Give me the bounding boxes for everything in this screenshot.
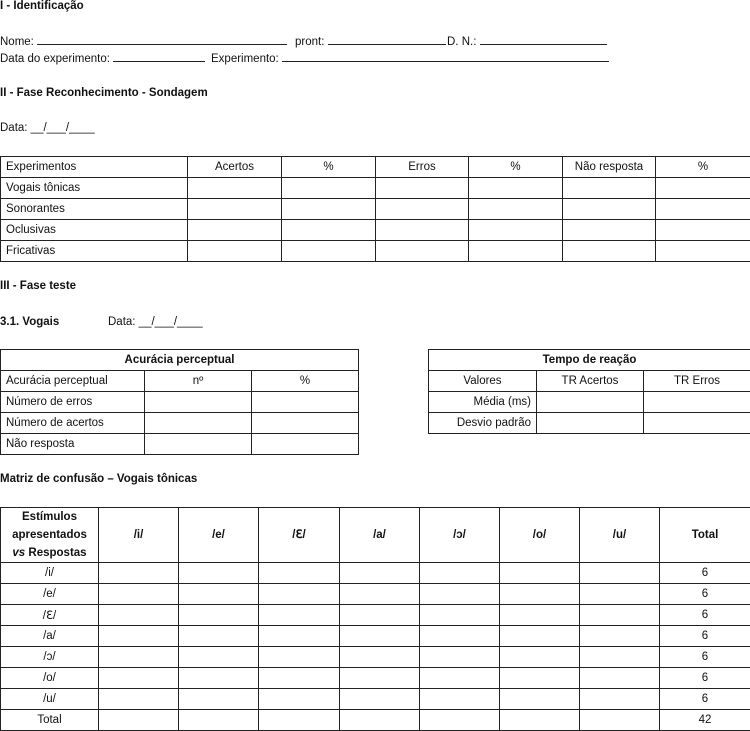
vogais-date: Data: __/___/____ <box>108 316 203 328</box>
table-row <box>1 584 750 605</box>
cell[interactable] <box>469 220 563 241</box>
confusion-matrix-table <box>0 507 750 731</box>
table-row <box>1 647 750 668</box>
cell[interactable] <box>420 689 500 710</box>
table-row <box>1 241 750 262</box>
cell[interactable] <box>179 689 259 710</box>
cell[interactable] <box>340 605 420 626</box>
experimento-label: Experimento: <box>211 53 279 65</box>
row-label: /e/ <box>1 584 99 605</box>
cell[interactable] <box>656 199 750 220</box>
cell[interactable] <box>420 647 500 668</box>
pront-label: pront: <box>295 36 325 48</box>
row-total: 6 <box>660 668 750 689</box>
cell[interactable] <box>644 413 750 434</box>
cell[interactable] <box>420 563 500 584</box>
cell[interactable] <box>145 434 252 455</box>
cell[interactable] <box>500 563 580 584</box>
table-row <box>1 392 359 413</box>
section-fase-teste-title: III - Fase teste <box>0 280 77 292</box>
cell[interactable] <box>580 710 660 731</box>
header-erros: Erros <box>376 157 469 178</box>
cell[interactable] <box>563 241 656 262</box>
row-label: Não resposta <box>1 434 145 455</box>
row-label: Média (ms) <box>429 392 537 413</box>
table-row <box>1 434 359 455</box>
sondagem-date: Data: __/___/____ <box>0 122 95 134</box>
table-row <box>1 220 750 241</box>
cell[interactable] <box>188 220 282 241</box>
cell[interactable] <box>563 178 656 199</box>
row-total: 6 <box>660 584 750 605</box>
header-nao-resposta: Não resposta <box>563 157 656 178</box>
col-header-a: /a/ <box>340 508 420 563</box>
cell[interactable] <box>563 220 656 241</box>
table-header-row <box>429 371 750 392</box>
cell[interactable] <box>259 647 340 668</box>
cell[interactable] <box>145 392 252 413</box>
matriz-title: Matriz de confusão – Vogais tônicas <box>0 473 198 485</box>
cell[interactable] <box>282 241 376 262</box>
cell[interactable] <box>500 626 580 647</box>
cell[interactable] <box>420 626 500 647</box>
cell[interactable] <box>537 392 644 413</box>
data-experimento-line <box>113 51 205 62</box>
cell[interactable] <box>656 178 750 199</box>
cell[interactable] <box>282 199 376 220</box>
table-row <box>429 392 750 413</box>
cell[interactable] <box>580 689 660 710</box>
table-row <box>1 668 750 689</box>
cell[interactable] <box>99 563 179 584</box>
cell[interactable] <box>340 584 420 605</box>
row-label: Total <box>1 710 99 731</box>
col-header-total: Total <box>660 508 750 563</box>
cell[interactable] <box>259 605 340 626</box>
cell[interactable] <box>500 584 580 605</box>
row-total: 6 <box>660 563 750 584</box>
cell[interactable] <box>259 689 340 710</box>
col-header-u: /u/ <box>580 508 660 563</box>
row-label: Sonorantes <box>1 199 188 220</box>
header-acertos: Acertos <box>188 157 282 178</box>
table-row <box>1 413 359 434</box>
tempo-title: Tempo de reação <box>429 350 750 371</box>
table-row <box>1 626 750 647</box>
table-row <box>1 605 750 626</box>
cell[interactable] <box>179 584 259 605</box>
cell[interactable] <box>340 710 420 731</box>
row-total: 42 <box>660 710 750 731</box>
row-label: /ɔ/ <box>1 647 99 668</box>
pront-line <box>328 34 446 45</box>
cell[interactable] <box>500 605 580 626</box>
row-label: Vogais tônicas <box>1 178 188 199</box>
nome-field[interactable] <box>0 34 287 48</box>
cell[interactable] <box>537 413 644 434</box>
cell[interactable] <box>500 668 580 689</box>
cell[interactable] <box>420 584 500 605</box>
cell[interactable] <box>99 626 179 647</box>
cell[interactable] <box>145 413 252 434</box>
cell[interactable] <box>259 584 340 605</box>
cell[interactable] <box>179 710 259 731</box>
cell[interactable] <box>99 605 179 626</box>
header-valores: Valores <box>429 371 537 392</box>
row-label: /a/ <box>1 626 99 647</box>
cell[interactable] <box>469 199 563 220</box>
row-total: 6 <box>660 647 750 668</box>
col-header-i: /i/ <box>99 508 179 563</box>
header-acuracia: Acurácia perceptual <box>1 371 145 392</box>
experimento-line <box>282 51 609 62</box>
row-label: /o/ <box>1 668 99 689</box>
cell[interactable] <box>99 668 179 689</box>
cell[interactable] <box>99 647 179 668</box>
cell[interactable] <box>420 605 500 626</box>
cell[interactable] <box>259 710 340 731</box>
section-identificacao-title: I - Identificação <box>0 0 84 12</box>
header-tr-erros: TR Erros <box>644 371 750 392</box>
cell[interactable] <box>188 199 282 220</box>
cell[interactable] <box>188 241 282 262</box>
cell[interactable] <box>500 689 580 710</box>
cell[interactable] <box>252 434 359 455</box>
table-row <box>429 413 750 434</box>
row-label: Desvio padrão <box>429 413 537 434</box>
cell[interactable] <box>376 199 469 220</box>
header-numero: nº <box>145 371 252 392</box>
nome-label: Nome: <box>0 36 34 48</box>
acuracia-table <box>0 349 359 455</box>
table-row <box>1 563 750 584</box>
table-row <box>1 710 750 731</box>
cell[interactable] <box>580 668 660 689</box>
cell[interactable] <box>420 668 500 689</box>
nome-line <box>37 34 287 45</box>
col-header-o-open: /ɔ/ <box>420 508 500 563</box>
cell[interactable] <box>469 178 563 199</box>
experimento-field[interactable] <box>211 51 609 65</box>
cell[interactable] <box>420 710 500 731</box>
cell[interactable] <box>99 710 179 731</box>
experimentos-table <box>0 156 750 262</box>
cell[interactable] <box>99 584 179 605</box>
row-label: /ℇ/ <box>1 605 99 626</box>
row-label: /i/ <box>1 563 99 584</box>
cell[interactable] <box>252 413 359 434</box>
dn-label: D. N.: <box>447 36 477 48</box>
cell[interactable] <box>580 626 660 647</box>
cell[interactable] <box>179 668 259 689</box>
cell[interactable] <box>340 563 420 584</box>
row-label: /u/ <box>1 689 99 710</box>
table-header-row <box>1 157 750 178</box>
cell[interactable] <box>580 584 660 605</box>
table-row <box>1 178 750 199</box>
header-erros-pct: % <box>469 157 563 178</box>
cell[interactable] <box>340 626 420 647</box>
row-total: 6 <box>660 605 750 626</box>
dn-field[interactable] <box>447 34 607 48</box>
cell[interactable] <box>469 241 563 262</box>
row-total: 6 <box>660 689 750 710</box>
section-reconhecimento-title: II - Fase Reconhecimento - Sondagem <box>0 87 208 99</box>
col-header-o: /o/ <box>500 508 580 563</box>
cell[interactable] <box>282 220 376 241</box>
table-header-row <box>1 371 359 392</box>
row-label: Fricativas <box>1 241 188 262</box>
row-label: Oclusivas <box>1 220 188 241</box>
cell[interactable] <box>340 689 420 710</box>
matrix-corner-header: Estímulos apresentados vs Respostas <box>1 508 99 563</box>
acuracia-title: Acurácia perceptual <box>1 350 359 371</box>
cell[interactable] <box>376 178 469 199</box>
header-percent: % <box>252 371 359 392</box>
cell[interactable] <box>259 668 340 689</box>
cell[interactable] <box>500 647 580 668</box>
cell[interactable] <box>644 392 750 413</box>
header-experimentos: Experimentos <box>1 157 188 178</box>
vogais-subtitle: 3.1. Vogais <box>0 316 60 328</box>
cell[interactable] <box>99 689 179 710</box>
row-label: Número de acertos <box>1 413 145 434</box>
cell[interactable] <box>656 241 750 262</box>
dn-line <box>480 34 607 45</box>
cell[interactable] <box>580 605 660 626</box>
cell[interactable] <box>376 241 469 262</box>
tempo-reacao-table <box>428 349 750 434</box>
pront-field[interactable] <box>295 34 446 48</box>
header-nao-resposta-pct: % <box>656 157 750 178</box>
data-experimento-field[interactable] <box>0 51 205 65</box>
cell[interactable] <box>179 647 259 668</box>
cell[interactable] <box>282 178 376 199</box>
table-header-row <box>1 508 750 563</box>
cell[interactable] <box>252 392 359 413</box>
cell[interactable] <box>580 647 660 668</box>
cell[interactable] <box>580 563 660 584</box>
data-experimento-label: Data do experimento: <box>0 53 110 65</box>
cell[interactable] <box>340 668 420 689</box>
cell[interactable] <box>179 626 259 647</box>
cell[interactable] <box>179 605 259 626</box>
cell[interactable] <box>259 626 340 647</box>
row-total: 6 <box>660 626 750 647</box>
header-acertos-pct: % <box>282 157 376 178</box>
cell[interactable] <box>376 220 469 241</box>
row-label: Número de erros <box>1 392 145 413</box>
header-tr-acertos: TR Acertos <box>537 371 644 392</box>
table-row <box>1 199 750 220</box>
cell[interactable] <box>188 178 282 199</box>
table-row <box>1 689 750 710</box>
col-header-e: /e/ <box>179 508 259 563</box>
cell[interactable] <box>656 220 750 241</box>
cell[interactable] <box>259 563 340 584</box>
col-header-e-open: /ℇ/ <box>259 508 340 563</box>
cell[interactable] <box>179 563 259 584</box>
cell[interactable] <box>500 710 580 731</box>
cell[interactable] <box>563 199 656 220</box>
cell[interactable] <box>340 647 420 668</box>
